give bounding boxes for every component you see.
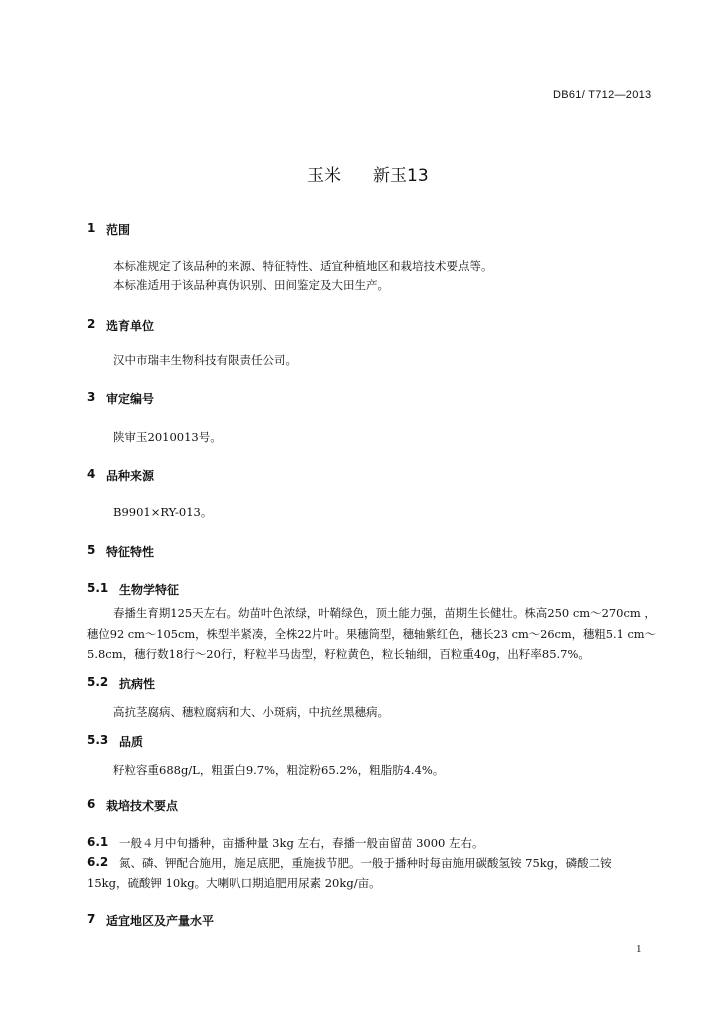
section-6-2-line-1: 氮、磷、钾配合施用，施足底肥，重施拔节肥。一般于播种时每亩施用碳酸氢铵 75kg，磷酸二铵 <box>119 856 612 870</box>
section-2-number: 2 <box>87 317 96 331</box>
section-1-title: 范围 <box>106 223 131 237</box>
section-3-number: 3 <box>87 390 96 404</box>
section-5-1-number: 5.1 <box>87 581 109 595</box>
section-3-paragraph: 陕审玉2010013号。 <box>113 430 222 444</box>
section-2-title: 选育单位 <box>106 319 155 333</box>
section-5-title: 特征特性 <box>106 545 155 559</box>
section-5-3-paragraph: 籽粒容重688g/L，粗蛋白9.7%，粗淀粉65.2%，粗脂肪4.4%。 <box>113 763 445 777</box>
section-5-3-title: 品质 <box>119 735 144 749</box>
standard-code: DB61/ T712—2013 <box>553 89 652 101</box>
section-4-paragraph: B9901×RY-013。 <box>113 505 213 519</box>
section-6-2-line-2: 15kg，硫酸钾 10kg。大喇叭口期追肥用尿素 20kg/亩。 <box>87 876 381 890</box>
section-2-paragraph: 汉中市瑞丰生物科技有限责任公司。 <box>113 353 297 367</box>
section-5-1-title: 生物学特征 <box>119 583 180 597</box>
section-6-1-number: 6.1 <box>87 835 109 849</box>
section-3-title: 审定编号 <box>106 392 155 406</box>
section-5-2-paragraph: 高抗茎腐病、穗粒腐病和大、小斑病，中抗丝黑穗病。 <box>113 705 389 719</box>
section-1-number: 1 <box>87 221 96 235</box>
section-1-paragraph-2: 本标准适用于该品种真伪识别、田间鉴定及大田生产。 <box>113 278 389 292</box>
section-4-title: 品种来源 <box>106 469 155 483</box>
section-5-1-line-1: 春播生育期125天左右。幼苗叶色浓绿，叶鞘绿色，顶土能力强，苗期生长健壮。株高250 cm～270cm ， <box>113 606 656 620</box>
title-variety: 新玉13 <box>373 166 429 186</box>
section-4-number: 4 <box>87 467 96 481</box>
section-7-title: 适宜地区及产量水平 <box>106 914 215 928</box>
section-6-2-number: 6.2 <box>87 855 109 869</box>
section-6-1-text: 一般４月中旬播种，亩播种量 3kg 左右，春播一般亩留苗 3000 左右。 <box>119 836 484 850</box>
section-5-1-line-2: 穗位92 cm～105cm，株型半紧凑，全株22片叶。果穗筒型，穗轴紫红色，穗长23 cm～26cm，穗粗5.1 cm～ <box>87 627 656 641</box>
section-5-3-number: 5.3 <box>87 733 109 747</box>
section-6-title: 栽培技术要点 <box>106 799 179 813</box>
section-7-number: 7 <box>87 912 96 926</box>
section-5-number: 5 <box>87 543 96 557</box>
title-crop: 玉米 <box>307 166 341 186</box>
page-number: 1 <box>636 943 642 955</box>
section-5-1-line-3: 5.8cm，穗行数18行～20行，籽粒半马齿型，籽粒黄色，粒长轴细，百粒重40g，出籽率85.7%。 <box>87 647 590 661</box>
section-5-2-number: 5.2 <box>87 675 109 689</box>
section-6-number: 6 <box>87 797 96 811</box>
section-5-2-title: 抗病性 <box>119 677 156 691</box>
section-1-paragraph-1: 本标准规定了该品种的来源、特征特性、适宜种植地区和栽培技术要点等。 <box>113 259 493 273</box>
